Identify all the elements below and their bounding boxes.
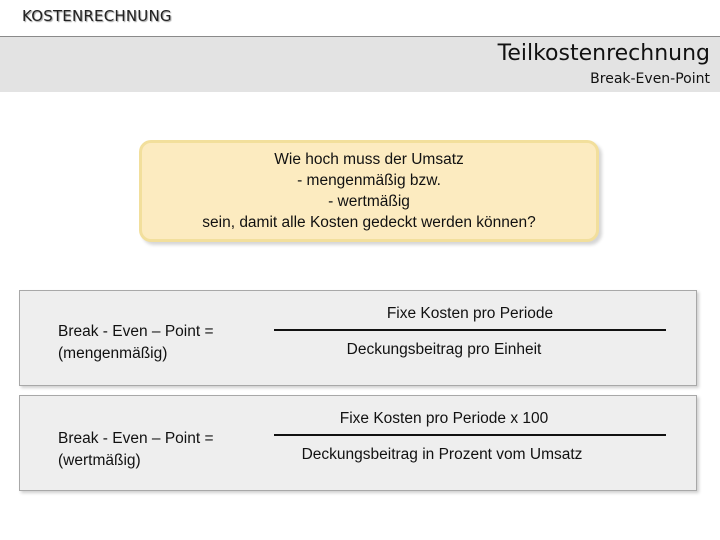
section-label: KOSTENRECHNUNG: [22, 7, 172, 25]
formula-numerator: Fixe Kosten pro Periode x 100: [339, 410, 549, 427]
fraction-line: [274, 329, 666, 331]
question-line-3: - wertmäßig: [328, 193, 410, 210]
formula-label-line-2: (wertmäßig): [58, 452, 141, 469]
question-line-4: sein, damit alle Kosten gedeckt werden können?: [202, 214, 536, 231]
formula-denominator: Deckungsbeitrag pro Einheit: [346, 341, 542, 358]
formula-label-line-1: Break - Even – Point =: [58, 430, 214, 447]
header-band: [0, 36, 720, 92]
formula-box-quantity: [19, 290, 697, 386]
formula-label-line-1: Break - Even – Point =: [58, 323, 214, 340]
question-line-1: Wie hoch muss der Umsatz: [274, 151, 464, 168]
question-box: [139, 140, 599, 242]
formula-label: [58, 321, 214, 365]
formula-numerator: Fixe Kosten pro Periode: [386, 305, 554, 322]
formula-box-value: [19, 395, 697, 491]
formula-label-line-2: (mengenmäßig): [58, 345, 168, 362]
formula-denominator: Deckungsbeitrag in Prozent vom Umsatz: [301, 446, 583, 463]
page-title: Teilkostenrechnung: [497, 41, 710, 66]
page-subtitle: Break-Even-Point: [590, 71, 710, 87]
fraction-line: [274, 434, 666, 436]
question-line-2: - mengenmäßig bzw.: [297, 172, 441, 189]
formula-label: [58, 428, 214, 472]
